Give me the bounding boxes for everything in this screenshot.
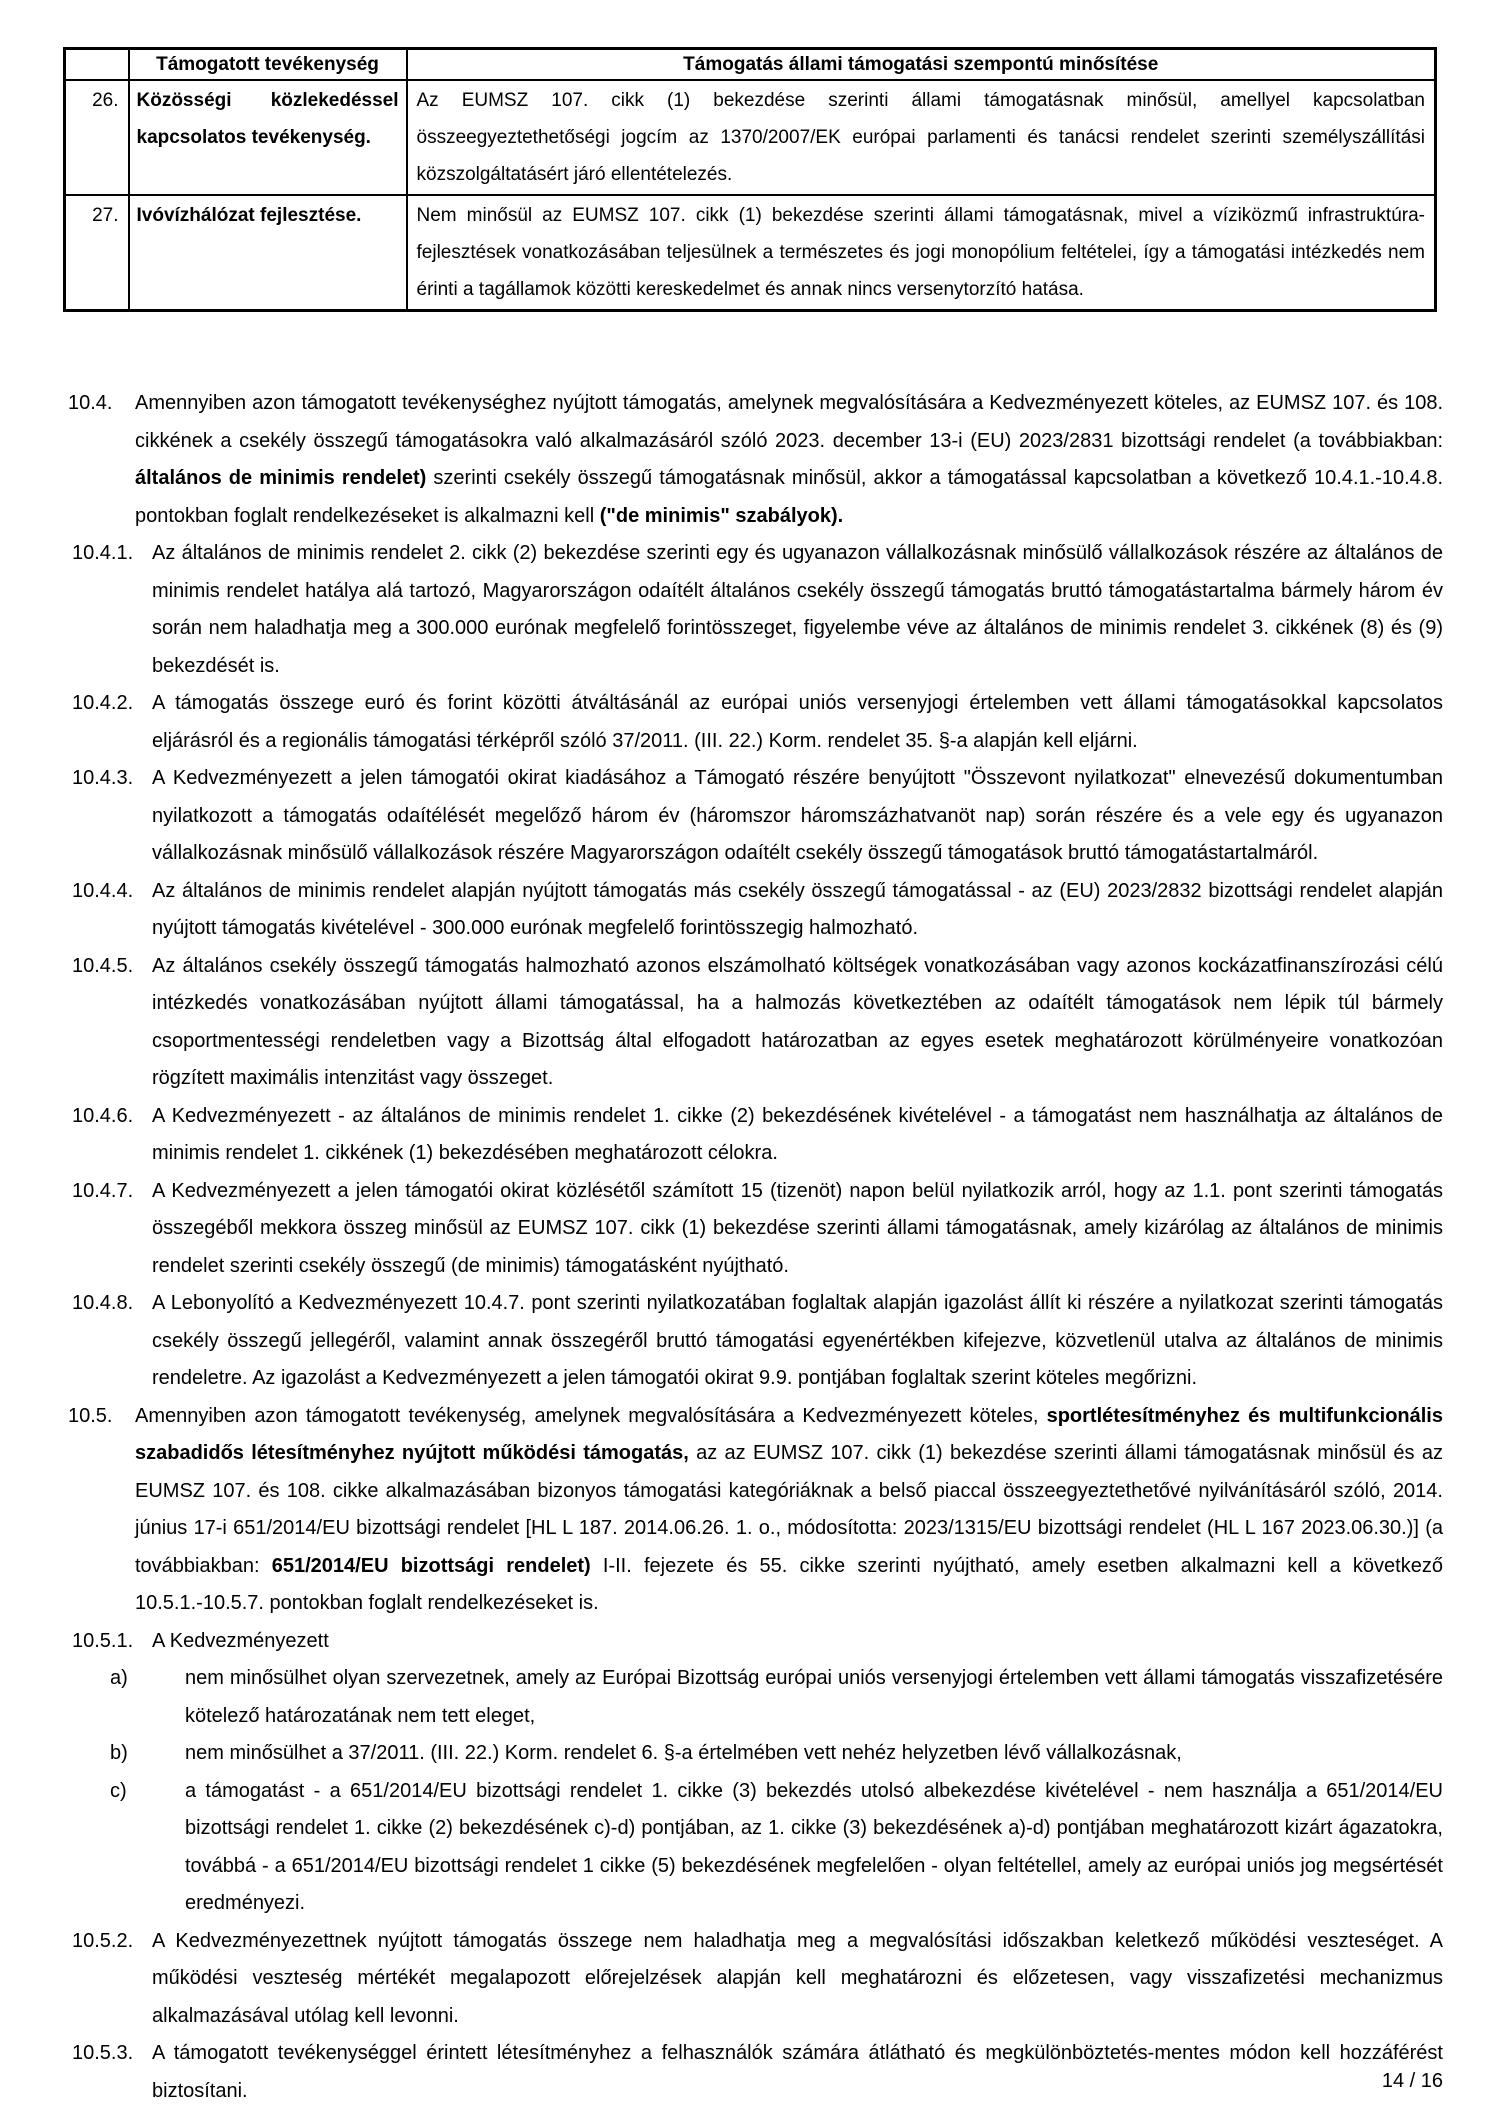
paragraph-text	[152, 873, 1443, 948]
paragraph-10-4-3	[63, 760, 1443, 873]
text-run: nem minősülhet olyan szervezetnek, amely az Európai Bizottság európai uniós versenyjogi értelemben vett állami támogatás visszafizetésére kötelező határozatának nem tett eleget,	[185, 1667, 1443, 1727]
paragraph-number: 10.4.4.	[72, 879, 134, 902]
paragraph-text	[185, 1660, 1443, 1735]
paragraph-text	[152, 1285, 1443, 1398]
paragraph-number: b)	[110, 1742, 128, 1764]
paragraph-text	[152, 1173, 1443, 1286]
table-header-row	[65, 49, 1436, 81]
row-activity: Közösségi közlekedéssel kapcsolatos tevékenység.	[129, 80, 407, 195]
paragraph-number: 10.4.1.	[72, 542, 134, 564]
text-run: A Lebonyolító a Kedvezményezett 10.4.7. pont szerinti nyilatkozatában foglaltak alapján igazolást állít ki részére a nyilatkozat szerinti támogatás csekély összegű jellegéről, valamint annak összegéről bruttó támogatási egyenértékben kifejezve, közvetlenül utalva az általános de minimis rendeletre. Az igazolást a Kedvezményezett a jelen támogatói okirat 9.9. pontjában foglaltak szerint köteles megőrizni.	[152, 1292, 1443, 1389]
header-cell-empty	[65, 49, 129, 81]
paragraph-text	[135, 385, 1443, 535]
paragraph-number: a)	[110, 1667, 128, 1689]
paragraph-text	[152, 535, 1443, 685]
paragraph-10-4-1	[63, 535, 1443, 685]
bold-text-run: 651/2014/EU bizottsági rendelet)	[271, 1554, 591, 1577]
paragraph-10-5-2	[63, 1923, 1443, 2036]
bold-text-run: ("de minimis" szabályok).	[599, 504, 844, 527]
paragraph-number: 10.4.	[68, 392, 113, 414]
text-run: Az általános de minimis rendelet alapján nyújtott támogatás más csekély összegű támogatással - az (EU) 2023/2832 bizottsági rendelet alapján nyújtott támogatás kivételével - 300.000 eurónak megfelelő forintösszegig halmozható.	[152, 879, 1443, 939]
text-run: Amennyiben azon támogatott tevékenységhez nyújtott támogatás, amelynek megvalósítására a Kedvezményezett köteles, az EUMSZ 107. és 108. cikkének a csekély összegű támogatásokra való alkalmazásáról szóló 2023. december 13-i (EU) 2023/2831 bizottsági rendelet (a továbbiakban:	[135, 392, 1443, 452]
paragraph-text	[185, 1773, 1443, 1923]
text-run: az az EUMSZ 107. cikk (1) bekezdése szerinti állami támogatásnak minősül és az EUMSZ 107. és 108. cikke alkalmazásában bizonyos támogatási kategóriáknak a belső piaccal összeegyeztethetővé nyilvánításáról szóló, 2014. június 17-i 651/2014/EU bizottsági rendelet [HL L 187. 2014.06.26. 1. o., módosította: 2023/1315/EU bizottsági rendelet (HL L 167 2023.06.30.)] (a továbbiakban:	[135, 1442, 1443, 1577]
table-row-27	[65, 195, 1436, 311]
paragraph-number: 10.4.7.	[72, 1179, 134, 1202]
state-aid-table	[63, 47, 1437, 312]
paragraph-number: 10.4.8.	[72, 1292, 134, 1314]
paragraph-10-5-3	[63, 2035, 1443, 2110]
paragraph-number: 10.4.5.	[72, 954, 134, 977]
text-run: a támogatást - a 651/2014/EU bizottsági rendelet 1. cikke (3) bekezdés utolsó albekezdése kivételével - nem használja a 651/2014/EU bizottsági rendelet 1. cikke (2) bekezdésének c)-d) pontjában, az 1. cikke (3) bekezdésének a)-d) pontjában meghatározott kizárt ágazatokra, továbbá - a 651/2014/EU bizottsági rendelet 1 cikke (5) bekezdésének megfelelően - olyan feltétellel, amely az európai uniós jog megsértését eredményezi.	[185, 1779, 1443, 1914]
paragraph-number: 10.4.3.	[72, 767, 134, 789]
paragraph-c	[63, 1773, 1443, 1923]
page-number: 14 / 16	[1381, 2070, 1443, 2092]
text-run: Az általános de minimis rendelet 2. cikk (2) bekezdése szerinti egy és ugyanazon vállalkozásnak minősülő vállalkozások részére az általános de minimis rendelet hatálya alá tartozó, Magyarországon odaítélt általános csekély összegű támogatás bruttó támogatástartalma bármely három év során nem haladhatja meg a 300.000 eurónak megfelelő forintösszeget, figyelembe véve az általános de minimis rendelet 3. cikkének (8) és (9) bekezdését is.	[152, 542, 1443, 677]
paragraph-number: 10.4.2.	[72, 692, 134, 714]
paragraph-10-4	[63, 385, 1443, 535]
paragraph-10-5	[63, 1398, 1443, 1623]
paragraph-number: 10.5.3.	[72, 2042, 134, 2064]
text-run: A Kedvezményezett a jelen támogatói okirat kiadásához a Támogató részére benyújtott "Összevont nyilatkozat" elnevezésű dokumentumban nyilatkozott a támogatás odaítélését megelőző három év (háromszor háromszázhatvanöt nap) során részére és a vele egy és ugyanazon vállalkozásnak minősülő vállalkozások részére Magyarországon odaítélt csekély összegű támogatások bruttó támogatástartalmáról.	[152, 767, 1443, 864]
paragraph-text	[152, 2035, 1443, 2110]
text-run: A Kedvezményezett a jelen támogatói okirat közlésétől számított 15 (tizenöt) napon belül nyilatkozik arról, hogy az 1.1. pont szerinti támogatás összegéből mekkora összeg minősül az EUMSZ 107. cikk (1) bekezdése szerinti állami támogatásnak, amely kizárólag az általános de minimis rendelet szerinti csekély összegű (de minimis) támogatásként nyújtható.	[152, 1179, 1443, 1277]
paragraph-10-4-7	[63, 1173, 1443, 1286]
text-run: A Kedvezményezettnek nyújtott támogatás összege nem haladhatja meg a megvalósítási időszakban keletkező működési veszteséget. A működési veszteség mértékét megalapozott előrejelzések alapján kell meghatározni és előzetesen, vagy visszafizetési mechanizmus alkalmazásával utólag kell levonni.	[152, 1929, 1443, 2027]
paragraph-text	[152, 1098, 1443, 1173]
paragraph-number: 10.4.6.	[72, 1104, 134, 1127]
paragraph-number: 10.5.2.	[72, 1929, 134, 1952]
paragraph-text	[185, 1735, 1443, 1773]
paragraph-text	[152, 760, 1443, 873]
text-run: I-II. fejezete és 55. cikke szerinti nyújtható, amely esetben alkalmazni kell a következő 10.5.1.-10.5.7. pontokban foglalt rendelkezéseket is.	[135, 1554, 1443, 1614]
text-run: Amennyiben azon támogatott tevékenység, amelynek megvalósítására a Kedvezményezett köteles,	[135, 1404, 1047, 1427]
paragraph-text	[152, 1923, 1443, 2036]
paragraph-10-4-6	[63, 1098, 1443, 1173]
paragraph-10-4-5	[63, 948, 1443, 1098]
text-run: A támogatott tevékenységgel érintett létesítményhez a felhasználók számára átlátható és megkülönböztetés-mentes módon kell hozzáférést biztosítani.	[152, 2042, 1443, 2102]
table-row-26	[65, 80, 1436, 195]
paragraph-text	[135, 1398, 1443, 1623]
text-run: A támogatás összege euró és forint közötti átváltásánál az európai uniós versenyjogi értelemben vett állami támogatásokkal kapcsolatos eljárásról és a regionális támogatási térképről szóló 37/2011. (III. 22.) Korm. rendelet 35. §-a alapján kell eljárni.	[152, 692, 1443, 752]
paragraph-a	[63, 1660, 1443, 1735]
text-run: szerinti csekély összegű támogatásnak minősül, akkor a támogatással kapcsolatban a következő 10.4.1.-10.4.8. pontokban foglalt rendelkezéseket is alkalmazni kell	[135, 467, 1444, 527]
paragraph-b	[63, 1735, 1443, 1773]
row-number: 26.	[65, 80, 129, 195]
paragraph-list	[63, 385, 1443, 2110]
paragraph-10-4-2	[63, 685, 1443, 760]
paragraph-10-4-8	[63, 1285, 1443, 1398]
text-run: A Kedvezményezett - az általános de minimis rendelet 1. cikke (2) bekezdésének kivételével - a támogatást nem használhatja az általános de minimis rendelet 1. cikkének (1) bekezdésében meghatározott célokra.	[152, 1104, 1443, 1164]
row-assessment: Az EUMSZ 107. cikk (1) bekezdése szerinti állami támogatásnak minősül, amellyel kapcsolatban összeegyeztethetőségi jogcím az 1370/2007/EK európai parlamenti és tanácsi rendelet szerinti személyszállítási közszolgáltatásért járó ellentételezés.	[407, 80, 1436, 195]
text-run: nem minősülhet a 37/2011. (III. 22.) Korm. rendelet 6. §-a értelmében vett nehéz helyzetben lévő vállalkozásnak,	[185, 1742, 1182, 1764]
paragraph-10-4-4	[63, 873, 1443, 948]
paragraph-10-5-1	[63, 1623, 1443, 1661]
row-assessment: Nem minősül az EUMSZ 107. cikk (1) bekezdése szerinti állami támogatásnak, mivel a víziközmű infrastruktúra-fejlesztések vonatkozásában teljesülnek a természetes és jogi monopólium feltételei, így a támogatási intézkedés nem érinti a tagállamok közötti kereskedelmet és annak nincs versenytorzító hatása.	[407, 195, 1436, 311]
header-cell-assessment: Támogatás állami támogatási szempontú minősítése	[407, 49, 1436, 81]
row-number: 27.	[65, 195, 129, 311]
bold-text-run: sportlétesítményhez és multifunkcionális szabadidős létesítményhez nyújtott működési támogatás,	[135, 1404, 1443, 1464]
header-cell-activity: Támogatott tevékenység	[129, 49, 407, 81]
paragraph-number: 10.5.1.	[72, 1629, 134, 1652]
paragraph-text	[152, 1623, 1443, 1661]
bold-text-run: általános de minimis rendelet)	[135, 467, 427, 489]
row-activity: Ivóvízhálózat fejlesztése.	[129, 195, 407, 311]
paragraph-text	[152, 685, 1443, 760]
paragraph-number: 10.5.	[68, 1404, 113, 1427]
paragraph-text	[152, 948, 1443, 1098]
paragraph-number: c)	[110, 1779, 127, 1802]
text-run: A Kedvezményezett	[152, 1629, 329, 1652]
text-run: Az általános csekély összegű támogatás halmozható azonos elszámolható költségek vonatkozásában vagy azonos kockázatfinanszírozási célú intézkedés vonatkozásában nyújtott állami támogatással, ha a halmozás következtében az odaítélt támogatások nem lépik túl bármely csoportmentességi rendeletben vagy a Bizottság által elfogadott határozatban az egyes esetek meghatározott körülményeire vonatkozóan rögzített maximális intenzitást vagy összeget.	[152, 954, 1443, 1089]
